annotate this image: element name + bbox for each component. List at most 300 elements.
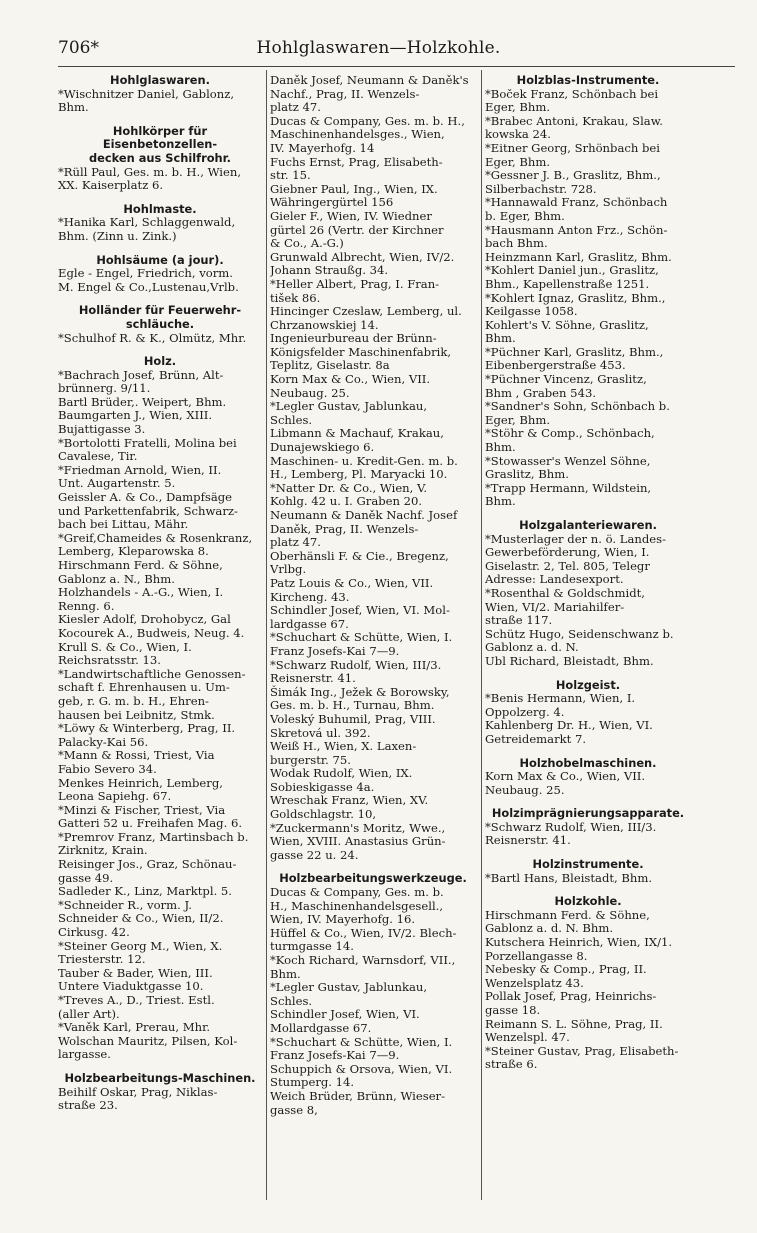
directory-entry (485, 872, 691, 886)
page-title: Hohlglaswaren—Holzkohle. (256, 38, 501, 58)
entry-line: Mollardgasse 67. (270, 1020, 372, 1035)
entry-line: Gewerbeförderung, Wien, I. (485, 545, 650, 560)
entry-line: *Trapp Hermann, Wildstein, (485, 480, 652, 495)
entry-line: Neubaug. 25. (485, 782, 565, 797)
entry-line: *Püchner Vincenz, Graslitz, (485, 372, 647, 387)
entry-line: Reisinger Jos., Graz, Schönau- (58, 857, 237, 872)
directory-entry (58, 1086, 262, 1113)
entry-line: Ducas & Company, Ges. m. b. (270, 885, 444, 900)
entry-line: Grunwald Albrecht, Wien, IV/2. (270, 249, 455, 264)
directory-entry (270, 713, 476, 740)
directory-entry (270, 455, 476, 482)
heading-line: Holzkohle. (554, 894, 622, 909)
entry-line: Schuppich & Orsova, Wien, VI. (270, 1061, 453, 1076)
directory-entry (58, 994, 262, 1021)
directory-entry (58, 464, 262, 491)
entry-line: Ducas & Company, Ges. m. b. H., (270, 113, 465, 128)
heading-line: Hohlglaswaren. (110, 74, 210, 87)
entry-line: Wolschan Mauritz, Pilsen, Kol- (58, 1033, 238, 1048)
section-heading (485, 757, 691, 771)
directory-entry (58, 668, 262, 722)
entry-line: *Rosenthal & Goldschmidt, (485, 585, 645, 600)
entry-line: Dunajewskiego 6. (270, 440, 375, 455)
directory-entry (58, 1021, 262, 1035)
entry-line: Oppolzerg. 4. (485, 704, 565, 719)
directory-entry (485, 400, 691, 427)
entry-line: Weich Brüder, Brünn, Wieser- (270, 1088, 446, 1103)
entry-line: M. Engel & Co.,Lustenau,Vrlb. (58, 279, 239, 294)
entry-line: gasse 22 u. 24. (270, 847, 359, 862)
entry-line: burgerstr. 75. (270, 752, 351, 767)
directory-entry (270, 1008, 476, 1035)
entry-line: Eger, Bhm. (485, 412, 551, 427)
directory-entry (58, 722, 262, 749)
heading-line: Holländer für Feuerwehr- (78, 303, 242, 318)
entry-line: *Stöhr & Comp., Schönbach, (485, 426, 655, 441)
directory-entry (58, 749, 262, 776)
entry-line: Reisnerstr. 41. (270, 671, 356, 686)
directory-entry (58, 777, 262, 804)
directory-entry (58, 369, 262, 396)
entry-line: Wien, XVIII. Anastasius Grün- (270, 834, 446, 849)
entry-line: Schütz Hugo, Seidenschwanz b. (485, 626, 674, 641)
directory-entry (485, 587, 691, 628)
directory-entry (270, 400, 476, 427)
entry-line: Skretová ul. 392. (270, 725, 371, 740)
entry-line: kowska 24. (485, 127, 551, 142)
directory-entry (270, 822, 476, 863)
entry-line: Porzellangasse 8. (485, 948, 588, 963)
entry-line: gasse 49. (58, 870, 114, 885)
directory-entry (485, 770, 691, 797)
entry-line: Kohlert's V. Söhne, Graslitz, (485, 317, 649, 332)
directory-entry (58, 396, 262, 410)
entry-line: bach Bhm. (485, 236, 548, 251)
section-heading (485, 895, 691, 909)
entry-line: Menkes Heinrich, Lemberg, (58, 775, 223, 790)
directory-entry (270, 981, 476, 1008)
entry-line: Daněk Josef, Neumann & Daněk's (270, 74, 469, 87)
directory-entry (270, 794, 476, 821)
entry-line: *Steiner Georg M., Wien, X. (58, 938, 223, 953)
entry-line: Silberbachstr. 728. (485, 181, 597, 196)
directory-entry (270, 509, 476, 550)
directory-entry (270, 305, 476, 332)
entry-line: Šimák Ing., Ježek & Borowsky, (270, 684, 450, 699)
entry-line: Reisnerstr. 41. (485, 833, 571, 848)
entry-line: Oberhänsli F. & Cie., Bregenz, (270, 548, 449, 563)
directory-entry (485, 292, 691, 319)
entry-line: *Musterlager der n. ö. Landes- (485, 531, 666, 546)
directory-entry (58, 559, 262, 586)
entry-line: Lemberg, Kleparowska 8. (58, 544, 209, 559)
entry-line: Bhm. (Zinn u. Zink.) (58, 228, 177, 243)
entry-line: Wreschak Franz, Wien, XV. (270, 793, 429, 808)
heading-line: Hohlmaste. (123, 201, 197, 216)
directory-entry (58, 586, 262, 613)
entry-line: Gablonz a. d. N. (485, 640, 579, 655)
directory-entry (58, 216, 262, 243)
entry-line: Maschinenhandelsges., Wien, (270, 127, 445, 142)
entry-line: *Kohlert Ignaz, Graslitz, Bhm., (485, 290, 666, 305)
entry-line: Maschinen- u. Kredit-Gen. m. b. (270, 453, 458, 468)
directory-entry (270, 210, 476, 251)
section-heading (58, 304, 262, 331)
entry-line: gasse 18. (485, 1003, 541, 1017)
directory-entry (58, 409, 262, 436)
entry-line: Adresse: Landesexport. (485, 572, 624, 587)
directory-entry (485, 196, 691, 223)
entry-line: Gablonz a. N., Bhm. (58, 571, 175, 586)
directory-entry (270, 482, 476, 509)
entry-line: Libmann & Machauf, Krakau, (270, 426, 444, 441)
entry-line: Graslitz, Bhm. (485, 467, 569, 482)
entry-line: Renng. 6. (58, 598, 115, 613)
directory-entry (485, 990, 691, 1017)
entry-line: *Gessner J. B., Graslitz, Bhm., (485, 168, 661, 183)
directory-entry (270, 886, 476, 927)
directory-entry (485, 655, 691, 669)
directory-entry (270, 767, 476, 794)
directory-entry (270, 1036, 476, 1063)
directory-entry (58, 88, 262, 115)
entry-line: *Landwirtschaftliche Genossen- (58, 666, 246, 681)
entry-line: *Koch Richard, Warnsdorf, VII., (270, 953, 456, 967)
entry-line: Gieler F., Wien, IV. Wiedner (270, 208, 432, 223)
entry-line: brünnerg. 9/11. (58, 381, 151, 396)
entry-line: largasse. (58, 1047, 111, 1062)
entry-line: Wenzelsplatz 43. (485, 975, 584, 990)
directory-entry (485, 251, 691, 265)
entry-line: *Hausmann Anton Frz., Schön- (485, 222, 668, 237)
directory-entry (270, 659, 476, 686)
directory-entry (485, 719, 691, 746)
entry-line: Ubl Richard, Bleistadt, Bhm. (485, 653, 654, 668)
directory-entry (270, 115, 476, 156)
entry-line: Bhm., Kapellenstraße 1251. (485, 276, 650, 291)
entry-line: Neumann & Daněk Nachf. Josef (270, 508, 458, 522)
directory-entry (485, 115, 691, 142)
entry-line: *Bartl Hans, Bleistadt, Bhm. (485, 870, 653, 885)
entry-line: straße 23. (58, 1098, 118, 1113)
directory-entry (58, 332, 262, 346)
section-heading (485, 679, 691, 693)
entry-line: Giebner Paul, Ing., Wien, IX. (270, 181, 438, 196)
entry-line: Kutschera Heinrich, Wien, IX/1. (485, 935, 673, 950)
entry-line: hausen bei Leibnitz, Stmk. (58, 707, 215, 722)
section-heading (485, 807, 691, 821)
directory-entry (58, 532, 262, 559)
entry-line: Sadleder K., Linz, Marktpl. 5. (58, 884, 232, 899)
directory-entry (270, 577, 476, 604)
entry-line: Kahlenberg Dr. H., Wien, VI. (485, 718, 653, 733)
entry-line: Beihilf Oskar, Prag, Niklas- (58, 1084, 218, 1099)
entry-line: *Schuchart & Schütte, Wien, I. (270, 630, 453, 645)
entry-line: Fabio Severo 34. (58, 761, 157, 776)
directory-entry (58, 899, 262, 940)
entry-line: Bhm. (58, 100, 89, 115)
entry-line: *Schwarz Rudolf, Wien, III/3. (485, 819, 657, 834)
directory-entry (485, 346, 691, 373)
entry-line: *Eitner Georg, Srhönbach bei (485, 140, 660, 155)
entry-line: Eger, Bhm. (485, 154, 551, 169)
directory-entry (270, 373, 476, 400)
directory-entry (485, 319, 691, 346)
entry-line: Nebesky & Comp., Prag, II. (485, 962, 647, 977)
directory-entry (485, 1018, 691, 1045)
heading-line: Holzgeist. (555, 677, 621, 692)
entry-line: *Kohlert Daniel jun., Graslitz, (485, 263, 659, 278)
entry-line: Daněk, Prag, II. Wenzels- (270, 521, 419, 536)
directory-entry (485, 692, 691, 719)
heading-line: Holzblas-Instrumente. (516, 74, 660, 87)
directory-entry (270, 604, 476, 631)
heading-line: Hohlkörper für Eisenbetonzellen- (102, 123, 218, 152)
entry-line: Palacky-Kai 56. (58, 734, 149, 749)
directory-entry (58, 967, 262, 994)
entry-line: Tauber & Bader, Wien, III. (58, 965, 213, 980)
entry-line: *Heller Albert, Prag, I. Fran- (270, 276, 440, 291)
entry-line: *Natter Dr. & Co., Wien, V. (270, 480, 428, 495)
entry-line: *Zuckermann's Moritz, Wwe., (270, 820, 446, 835)
directory-entry (270, 278, 476, 305)
directory-entry (270, 156, 476, 183)
directory-entry (58, 858, 262, 885)
entry-line: Holzhandels - A.-G., Wien, I. (58, 585, 224, 600)
entry-line: Goldschlagstr. 10, (270, 807, 377, 822)
directory-entry (270, 550, 476, 577)
entry-line: Sobieskigasse 4a. (270, 779, 375, 794)
entry-line: Gablonz a. d. N. Bhm. (485, 921, 614, 936)
entry-line: Hirschmann Ferd. & Söhne, (58, 558, 223, 572)
entry-line: Kircheng. 43. (270, 589, 350, 604)
directory-entry (485, 482, 691, 509)
entry-line: *Legler Gustav, Jablunkau, (270, 399, 428, 414)
page-number: 706* (58, 38, 99, 58)
entry-line: *Legler Gustav, Jablunkau, (270, 980, 428, 995)
section-heading (485, 519, 691, 533)
directory-entry (485, 963, 691, 990)
entry-line: Johann Straußg. 34. (270, 263, 389, 278)
entry-line: Bhm. (485, 440, 516, 455)
directory-entry (485, 533, 691, 587)
entry-line: *Benis Hermann, Wien, I. (485, 691, 636, 706)
entry-line: Cavalese, Tir. (58, 449, 138, 464)
directory-entry (485, 1045, 691, 1072)
entry-line: Krull S. & Co., Wien, I. (58, 639, 192, 654)
entry-line: *Bachrach Josef, Brünn, Alt- (58, 367, 224, 382)
directory-entry (270, 954, 476, 981)
heading-line: Holz. (143, 354, 177, 369)
entry-line: lardgasse 67. (270, 616, 349, 631)
directory-entry (485, 373, 691, 400)
entry-line: straße 117. (485, 613, 553, 628)
heading-line: Holzbearbeitungswerkzeuge. (279, 871, 467, 886)
entry-line: Bujattigasse 3. (58, 422, 146, 437)
entry-line: Nachf., Prag, II. Wenzels- (270, 86, 420, 101)
entry-line: *Hanika Karl, Schlaggenwald, (58, 215, 236, 230)
entry-line: *Bortolotti Fratelli, Molina bei (58, 435, 237, 450)
directory-entry (58, 491, 262, 532)
entry-line: Wien, VI/2. Mariahilfer- (485, 599, 625, 614)
entry-line: Hincinger Czeslaw, Lemberg, ul. (270, 304, 462, 319)
entry-line: Cirkusg. 42. (58, 925, 130, 940)
entry-line: tišek 86. (270, 290, 321, 305)
entry-line: Egle - Engel, Friedrich, vorm. (58, 266, 233, 281)
entry-line: Getreidemarkt 7. (485, 731, 587, 746)
entry-line: *Schwarz Rudolf, Wien, III/3. (270, 657, 442, 672)
entry-line: straße 6. (485, 1057, 538, 1072)
section-heading (58, 1072, 262, 1086)
entry-line: Chrzanowskiej 14. (270, 317, 379, 332)
directory-entry (270, 686, 476, 713)
directory-entry (58, 267, 262, 294)
entry-line: Baumgarten J., Wien, XIII. (58, 408, 213, 423)
entry-line: Schles. (270, 412, 313, 427)
heading-line: schläuche. (125, 316, 195, 331)
directory-entry (270, 740, 476, 767)
entry-line: *Vaněk Karl, Prerau, Mhr. (58, 1020, 211, 1035)
entry-line: Eger, Bhm. (485, 100, 551, 115)
entry-line: Franz Josefs-Kai 7—9. (270, 643, 400, 658)
entry-line: Reimann S. L. Söhne, Prag, II. (485, 1016, 663, 1031)
entry-line: Hüffel & Co., Wien, IV/2. Blech- (270, 925, 457, 940)
entry-line: *Steiner Gustav, Prag, Elisabeth- (485, 1043, 679, 1058)
entry-line: und Parkettenfabrik, Schwarz- (58, 503, 238, 518)
section-heading (485, 858, 691, 872)
entry-line: & Co., A.-G.) (270, 236, 344, 251)
column-divider-2 (481, 70, 482, 1200)
directory-entry (270, 1090, 476, 1117)
directory-entry (58, 627, 262, 641)
directory-entry (58, 831, 262, 858)
directory-entry (485, 224, 691, 251)
entry-line: *Mann & Rossi, Triest, Via (58, 748, 215, 763)
heading-line: Holzimprägnierungsapparate. (491, 806, 685, 821)
directory-entry (485, 142, 691, 169)
directory-entry (58, 437, 262, 464)
directory-entry (485, 88, 691, 115)
entry-line: gürtel 26 (Vertr. der Kirchner (270, 222, 444, 237)
entry-line: turmgasse 14. (270, 939, 354, 954)
entry-line: IV. Mayerhofg. 14 (270, 140, 375, 155)
section-heading (58, 203, 262, 217)
directory-entry (485, 909, 691, 936)
entry-line: Teplitz, Giselastr. 8a (270, 358, 390, 373)
section-heading (485, 74, 691, 88)
entry-line: Kocourek A., Budweis, Neug. 4. (58, 625, 245, 640)
directory-entry (58, 940, 262, 967)
entry-line: Unt. Augartenstr. 5. (58, 476, 176, 491)
entry-line: *Rüll Paul, Ges. m. b. H., Wien, (58, 164, 242, 179)
heading-line: Hohlsäume (a jour). (96, 252, 224, 267)
entry-line: *Brabec Antoni, Krakau, Slaw. (485, 113, 663, 128)
column-divider-1 (266, 70, 267, 1200)
entry-line: platz 47. (270, 535, 321, 550)
directory-entry (270, 332, 476, 373)
header-rule (58, 66, 735, 67)
entry-line: H., Lemberg, Pl. Maryacki 10. (270, 467, 448, 482)
directory-entry (485, 427, 691, 454)
entry-line: Eibenbergerstraße 453. (485, 358, 626, 373)
entry-line: platz 47. (270, 100, 321, 115)
directory-entry (485, 455, 691, 482)
directory-entry (270, 74, 476, 115)
entry-line: bach bei Littau, Mähr. (58, 517, 189, 532)
entry-line: Giselastr. 2, Tel. 805, Telegr (485, 558, 650, 573)
directory-entry (58, 1035, 262, 1062)
column-1 (58, 74, 262, 1204)
directory-entry (270, 183, 476, 210)
directory-entry (485, 628, 691, 655)
section-heading (58, 355, 262, 369)
entry-line: *Stowasser's Wenzel Söhne, (485, 453, 651, 468)
entry-line: Gatteri 52 u. Freihafen Mag. 6. (58, 816, 243, 831)
entry-line: Bartl Brüder,. Weipert, Bhm. (58, 394, 227, 409)
entry-line: *Treves A., D., Triest. Estl. (58, 993, 215, 1007)
entry-line: Kiesler Adolf, Drohobycz, Gal (58, 612, 231, 627)
entry-line: Wien, IV. Mayerhofg. 16. (270, 912, 416, 927)
entry-line: gasse 8, (270, 1102, 318, 1117)
entry-line: *Friedman Arnold, Wien, II. (58, 462, 222, 477)
entry-line: Korn Max & Co., Wien, VII. (485, 769, 646, 784)
entry-line: Weiß H., Wien, X. Laxen- (270, 739, 417, 754)
entry-line: Heinzmann Karl, Graslitz, Bhm. (485, 249, 672, 264)
directory-entry (270, 927, 476, 954)
entry-line: Hirschmann Ferd. & Söhne, (485, 907, 650, 922)
entry-line: Zirknitz, Krain. (58, 843, 148, 858)
entry-line: *Schulhof R. & K., Olmütz, Mhr. (58, 330, 247, 345)
heading-line: Holzinstrumente. (532, 857, 644, 872)
entry-line: Triesterstr. 12. (58, 952, 146, 967)
entry-line: Pollak Josef, Prag, Heinrichs- (485, 989, 657, 1004)
entry-line: *Püchner Karl, Graslitz, Bhm., (485, 344, 664, 359)
section-heading (58, 74, 262, 88)
entry-line: str. 15. (270, 168, 311, 183)
entry-line: b. Eger, Bhm. (485, 208, 565, 223)
entry-line: Währingergürtel 156 (270, 195, 394, 210)
entry-line: Wenzelspl. 47. (485, 1030, 570, 1045)
section-heading (58, 254, 262, 268)
entry-line: Bhm. (270, 966, 301, 981)
section-heading (58, 125, 262, 166)
entry-line: Schneider & Co., Wien, II/2. (58, 911, 224, 926)
entry-line: Keilgasse 1058. (485, 304, 578, 319)
heading-line: Holzhobelmaschinen. (519, 755, 657, 770)
entry-line: (aller Art). (58, 1006, 120, 1021)
entry-line: *Greif,Chameides & Rosenkranz, (58, 530, 253, 545)
entry-line: Fuchs Ernst, Prag, Elisabeth- (270, 154, 443, 169)
entry-line: Leona Sapiehg. 67. (58, 789, 172, 804)
directory-entry (485, 264, 691, 291)
entry-line: Patz Louis & Co., Wien, VII. (270, 575, 434, 590)
heading-line: Holzbearbeitungs-Maschinen. (64, 1070, 256, 1085)
directory-entry (58, 166, 262, 193)
entry-line: *Löwy & Winterberg, Prag, II. (58, 721, 236, 736)
directory-entry (58, 804, 262, 831)
directory-entry (58, 641, 262, 668)
entry-line: Bhm. (485, 331, 516, 346)
directory-entry (58, 613, 262, 627)
entry-line: Vrlbg. (270, 562, 307, 577)
directory-entry (485, 936, 691, 963)
directory-entry (58, 885, 262, 899)
entry-line: *Premrov Franz, Martinsbach b. (58, 829, 249, 844)
directory-entry (485, 169, 691, 196)
entry-line: *Schneider R., vorm. J. (58, 897, 192, 912)
entry-line: Ges. m. b. H., Turnau, Bhm. (270, 698, 435, 713)
entry-line: Neubaug. 25. (270, 385, 350, 400)
